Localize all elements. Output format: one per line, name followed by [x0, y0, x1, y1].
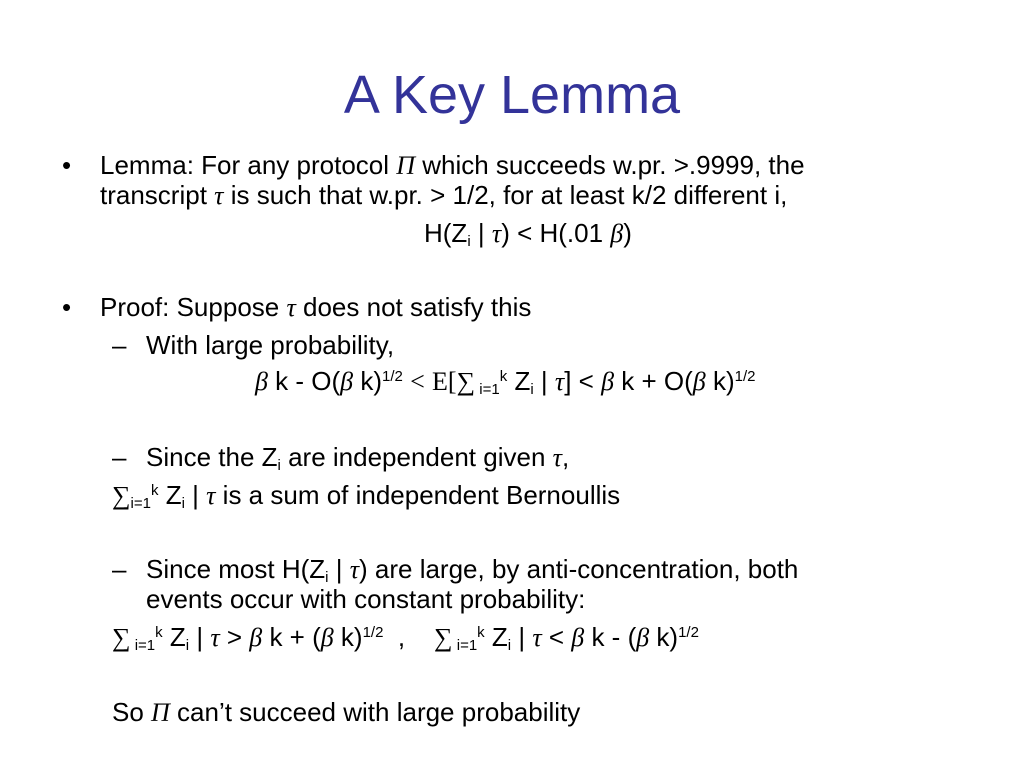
proof-intro: Proof: Suppose τ does not satisfy this	[100, 292, 532, 322]
beta-symbol: β	[601, 367, 615, 396]
tau-symbol: τ	[554, 367, 565, 396]
expectation-symbol: E	[432, 367, 448, 396]
sub1-text: With large probability,	[146, 330, 395, 360]
sub2-formula: $\sum_{i=1}^k$ $Z_i$ | τ is a sum of independent Bernoullis	[112, 480, 621, 512]
sum-symbol: ∑	[112, 481, 131, 510]
lemma-formula: $H(Z_i$ | τ) < H(.01 β)	[424, 218, 632, 250]
sub2-text: Since the $Z_i$ are independent given τ,	[146, 442, 570, 474]
beta-symbol: β	[255, 367, 268, 396]
sum-symbol: ∑	[434, 623, 453, 652]
sub3-line-1: Since most $H(Z_i$ | τ) are large, by anti-concentration, both	[146, 554, 799, 586]
beta-symbol: β	[692, 367, 706, 396]
bullet-marker: •	[62, 292, 72, 322]
beta-symbol: β	[340, 367, 354, 396]
bullet-marker: •	[62, 150, 72, 180]
beta-symbol: β	[636, 623, 650, 652]
beta-symbol: β	[249, 623, 263, 652]
sub3-formula: ∑ $_{i=1}^k$ $Z_i$ | τ > β k + (β k)$^{1/2}$ , ∑ $_{i=1}^k$ $Z_i$ | τ < β k - (β k)$^{1/2}$	[112, 622, 699, 654]
lemma-line-1: Lemma: For any protocol Π which succeeds w.pr. >.9999, the	[100, 150, 805, 180]
beta-symbol: β	[610, 219, 624, 248]
tau-symbol: τ	[286, 293, 296, 322]
tau-symbol: τ	[214, 181, 224, 210]
tau-symbol: τ	[491, 219, 502, 248]
lemma-line-2: transcript τ is such that w.pr. > 1/2, for at least k/2 different i,	[100, 180, 788, 210]
sum-symbol: ∑	[112, 623, 131, 652]
slide-title: A Key Lemma	[343, 65, 681, 125]
sum-symbol: ∑	[456, 367, 476, 396]
beta-symbol: β	[571, 623, 585, 652]
sub3-line-2: events occur with constant probability:	[146, 584, 586, 614]
less-than-symbol: <	[410, 367, 425, 396]
tau-symbol: τ	[210, 623, 220, 652]
tau-symbol: τ	[552, 443, 562, 472]
tau-symbol: τ	[349, 555, 360, 584]
beta-symbol: β	[320, 623, 334, 652]
tau-symbol: τ	[206, 481, 216, 510]
dash-marker: –	[112, 442, 127, 472]
conclusion: So Π can’t succeed with large probability	[112, 697, 581, 727]
tau-symbol: τ	[532, 623, 542, 652]
dash-marker: –	[112, 554, 127, 584]
sub1-formula: β k - O(β k)$^{1/2}$ < E[∑ $_{i=1}^k$ $Z_i$ | τ] < β k + O(β k)$^{1/2}$	[255, 366, 756, 398]
pi-symbol: Π	[151, 698, 170, 727]
dash-marker: –	[112, 330, 127, 360]
pi-symbol: Π	[396, 151, 416, 180]
